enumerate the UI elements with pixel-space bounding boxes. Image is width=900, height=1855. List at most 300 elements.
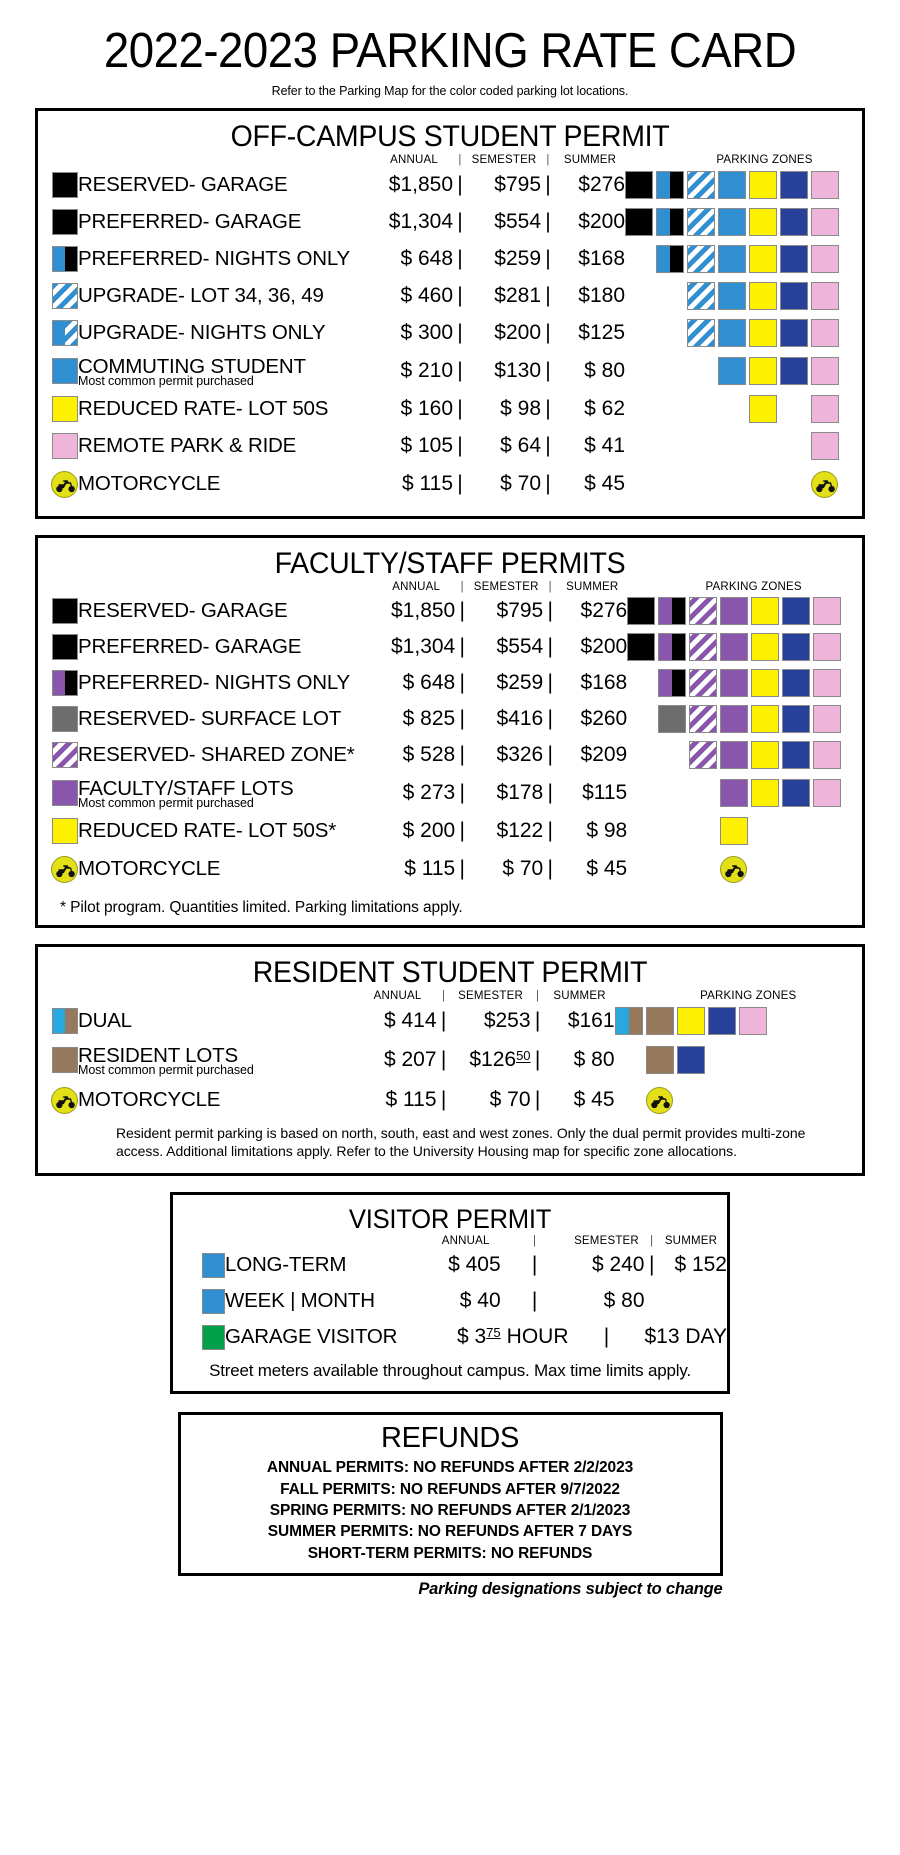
zone-swatch-empty bbox=[625, 395, 653, 423]
price-annual: $ 528 bbox=[402, 743, 456, 767]
col-divider: | bbox=[650, 1235, 654, 1248]
table-row bbox=[173, 1319, 727, 1355]
price-annual: $ 648 bbox=[400, 246, 454, 270]
price-annual: $ 414 bbox=[383, 1008, 437, 1032]
price-divider: | bbox=[545, 246, 551, 270]
price-annual: $ 115 bbox=[385, 1088, 437, 1112]
zone-swatches bbox=[625, 464, 862, 504]
zone-swatches bbox=[627, 665, 862, 701]
permit-swatch-black bbox=[52, 598, 78, 624]
zone-swatch-navy bbox=[780, 319, 808, 347]
permit-label bbox=[78, 351, 375, 391]
table-row bbox=[38, 351, 862, 391]
permit-label-text: RESIDENT LOTS bbox=[78, 1043, 238, 1067]
zone-swatches bbox=[627, 813, 862, 849]
zone-swatch-purple-stripe bbox=[689, 669, 717, 697]
zone-swatch-pink bbox=[811, 282, 839, 310]
col-divider: | bbox=[460, 581, 464, 594]
price-superscript: 75 bbox=[486, 1325, 501, 1341]
permit-label-sub: Most common permit purchased bbox=[78, 795, 254, 810]
refund-line: SHORT-TERM PERMITS: NO REFUNDS bbox=[307, 1544, 593, 1562]
zone-swatch-blue-black-split bbox=[656, 245, 684, 273]
zone-swatch-purple bbox=[720, 597, 748, 625]
price-semester: $ 70 bbox=[500, 472, 542, 496]
price-semester: $795 bbox=[494, 172, 542, 196]
price-annual: $1,850 bbox=[388, 172, 454, 196]
zone-swatch-yellow bbox=[751, 669, 779, 697]
price-annual: $1,850 bbox=[391, 599, 456, 623]
zone-swatch-empty bbox=[656, 319, 684, 347]
column-header-row bbox=[38, 581, 862, 593]
zone-swatch-navy bbox=[782, 741, 810, 769]
table-row bbox=[38, 593, 862, 629]
price-divider: | bbox=[459, 857, 465, 881]
permit-swatch-blue-brown-split bbox=[52, 1008, 78, 1034]
col-header-zones: PARKING ZONES bbox=[700, 990, 797, 1003]
column-header-row bbox=[38, 154, 862, 166]
zone-swatch-yellow bbox=[720, 817, 748, 845]
zone-swatch-empty bbox=[656, 357, 684, 385]
price-summer: $ 45 bbox=[586, 857, 628, 881]
price-divider: | bbox=[457, 472, 463, 496]
price-summer: $168 bbox=[580, 671, 628, 695]
permit-swatch-blue-black-split bbox=[52, 246, 78, 272]
zone-swatch-pink bbox=[811, 245, 839, 273]
permit-label: UPGRADE- NIGHTS ONLY bbox=[78, 320, 326, 344]
price-semester: $178 bbox=[496, 781, 544, 805]
zone-swatch-purple bbox=[720, 741, 748, 769]
zone-swatch-yellow bbox=[751, 705, 779, 733]
refund-line: SPRING PERMITS: NO REFUNDS AFTER 2/1/2023 bbox=[269, 1502, 631, 1519]
section-off-campus-student-permit bbox=[35, 108, 865, 519]
permit-label bbox=[78, 773, 377, 813]
col-header-annual: ANNUAL bbox=[441, 1235, 490, 1248]
zone-swatches bbox=[625, 166, 862, 203]
motorcycle-icon bbox=[51, 856, 78, 883]
price-summer: $125 bbox=[578, 320, 626, 344]
section-faculty-staff-permits bbox=[35, 535, 865, 928]
price-semester: $326 bbox=[496, 743, 544, 767]
zone-swatch-purple bbox=[720, 633, 748, 661]
price-summer: $ 45 bbox=[573, 1088, 615, 1112]
section-visitor-permit bbox=[170, 1192, 730, 1394]
zone-swatches bbox=[627, 849, 862, 889]
price-divider: | bbox=[547, 707, 553, 731]
table-row bbox=[38, 203, 862, 240]
table-row bbox=[38, 629, 862, 665]
table-row bbox=[38, 665, 862, 701]
permit-label-sub: Most common permit purchased bbox=[78, 1062, 254, 1077]
permit-label: PREFERRED- GARAGE bbox=[78, 209, 302, 233]
col-header-semester: SEMESTER bbox=[473, 581, 539, 594]
permit-label: RESERVED- SURFACE LOT bbox=[78, 707, 342, 731]
permit-swatch-yellow bbox=[52, 818, 78, 844]
column-header-row bbox=[38, 990, 862, 1002]
zone-swatch-navy bbox=[782, 705, 810, 733]
price-divider: | bbox=[457, 320, 463, 344]
section-title-refunds: REFUNDS bbox=[380, 1422, 520, 1455]
zone-swatch-navy bbox=[782, 597, 810, 625]
permit-swatch-brown bbox=[52, 1047, 78, 1073]
table-row bbox=[173, 1247, 727, 1283]
zone-swatch-pink bbox=[813, 633, 841, 661]
price-divider: | bbox=[547, 743, 553, 767]
zone-swatch-yellow bbox=[751, 741, 779, 769]
col-divider: | bbox=[548, 581, 552, 594]
page-subtitle: Refer to the Parking Map for the color coded parking lot locations. bbox=[271, 84, 629, 99]
zone-swatches bbox=[627, 701, 862, 737]
col-header-summer: SUMMER bbox=[553, 990, 606, 1003]
price-divider: | bbox=[545, 209, 551, 233]
zone-swatch-navy bbox=[677, 1046, 705, 1074]
zone-swatch-black bbox=[625, 171, 653, 199]
price-summer: $209 bbox=[580, 743, 628, 767]
price-semester: $795 bbox=[496, 599, 544, 623]
price-divider: | bbox=[457, 283, 463, 307]
permit-swatch-black bbox=[52, 209, 78, 235]
price-semester: $ 70 bbox=[489, 1088, 531, 1112]
permit-label: RESERVED- SHARED ZONE* bbox=[78, 743, 355, 767]
table-row bbox=[38, 737, 862, 773]
price-summer: $276 bbox=[578, 172, 626, 196]
motorcycle-zone-icon bbox=[811, 471, 838, 498]
permit-label: MOTORCYCLE bbox=[78, 472, 221, 496]
section-title-resident: RESIDENT STUDENT PERMIT bbox=[252, 956, 648, 990]
col-header-summer: SUMMER bbox=[664, 1235, 718, 1248]
price-divider: | bbox=[603, 1325, 610, 1349]
zone-swatch-pink bbox=[811, 208, 839, 236]
zone-swatch-blue bbox=[718, 171, 746, 199]
price-summer: $ 80 bbox=[573, 1048, 615, 1072]
col-header-semester: SEMESTER bbox=[574, 1235, 639, 1248]
table-row bbox=[38, 1002, 862, 1039]
zone-swatch-yellow bbox=[749, 319, 777, 347]
price-divider: | bbox=[457, 397, 463, 421]
price-annual: $ 200 bbox=[402, 819, 456, 843]
price-semester: $ 70 bbox=[502, 857, 544, 881]
price-divider: | bbox=[547, 819, 553, 843]
permit-label: GARAGE VISITOR bbox=[225, 1325, 398, 1349]
col-divider: | bbox=[458, 154, 462, 167]
price-semester: $ 80 bbox=[603, 1289, 645, 1313]
zone-swatch-yellow bbox=[749, 171, 777, 199]
table-row bbox=[38, 166, 862, 203]
zone-swatch-purple bbox=[720, 669, 748, 697]
zone-swatch-blue bbox=[718, 282, 746, 310]
zone-swatch-empty bbox=[625, 319, 653, 347]
zone-swatch-purple-stripe bbox=[689, 633, 717, 661]
zone-swatch-pink bbox=[811, 432, 839, 460]
table-row bbox=[38, 240, 862, 277]
col-header-zones: PARKING ZONES bbox=[705, 581, 802, 594]
permit-label: LONG-TERM bbox=[225, 1253, 347, 1277]
price-summer: $ 152 bbox=[674, 1253, 727, 1277]
zone-swatch-blue-black-split bbox=[656, 171, 684, 199]
price-semester: $259 bbox=[494, 246, 542, 270]
price-annual: $ 40 bbox=[459, 1289, 501, 1313]
price-summer: $180 bbox=[578, 283, 626, 307]
zone-swatch-yellow bbox=[677, 1007, 705, 1035]
price-annual: $ $3^{75}$ bbox=[456, 1325, 501, 1349]
permit-swatch-blue bbox=[52, 358, 78, 384]
zone-swatches bbox=[625, 427, 862, 464]
refund-line: SUMMER PERMITS: NO REFUNDS AFTER 7 DAYS bbox=[267, 1523, 633, 1541]
col-header-summer: SUMMER bbox=[563, 154, 617, 167]
table-row bbox=[38, 773, 862, 813]
permit-swatch-pink bbox=[52, 433, 78, 459]
price-divider: | bbox=[547, 671, 553, 695]
motorcycle-zone-icon bbox=[646, 1087, 673, 1114]
permit-label-sub: Most common permit purchased bbox=[78, 373, 254, 388]
price-summer: $276 bbox=[580, 599, 628, 623]
zone-swatch-empty bbox=[718, 395, 746, 423]
zone-swatch-pink bbox=[813, 741, 841, 769]
zone-swatch-empty bbox=[687, 395, 715, 423]
zone-swatch-empty bbox=[625, 282, 653, 310]
zone-swatch-blue-stripe bbox=[687, 208, 715, 236]
zone-swatch-navy bbox=[780, 282, 808, 310]
price-annual: $ 825 bbox=[402, 707, 456, 731]
zone-swatches bbox=[615, 1002, 862, 1039]
price-divider: | bbox=[457, 172, 463, 196]
resident-note: Resident permit parking is based on north, south, east and west zones. Only the dual permit provides multi-zone access. Additional limitations apply. Refer to the University Housing map for specific zone allocations. bbox=[116, 1125, 806, 1160]
price-annual: $ 300 bbox=[400, 320, 454, 344]
zone-swatches bbox=[615, 1039, 862, 1081]
price-semester: $122 bbox=[496, 819, 544, 843]
price-summer: $260 bbox=[580, 707, 628, 731]
price-semester: $ 64 bbox=[500, 433, 542, 457]
price-semester: $253 bbox=[483, 1008, 531, 1032]
zone-swatch-blue bbox=[718, 319, 746, 347]
permit-label: REDUCED RATE- LOT 50S* bbox=[78, 819, 336, 843]
col-divider: | bbox=[532, 1235, 537, 1248]
price-divider: | bbox=[440, 1048, 447, 1072]
zone-swatches bbox=[625, 351, 862, 391]
permit-swatch-purple-stripe bbox=[52, 742, 78, 768]
zone-swatch-yellow bbox=[751, 597, 779, 625]
price-semester: $554 bbox=[496, 635, 544, 659]
motorcycle-icon bbox=[51, 471, 78, 498]
col-header-annual: ANNUAL bbox=[390, 154, 438, 167]
zone-swatch-black bbox=[625, 208, 653, 236]
permit-label: RESERVED- GARAGE bbox=[78, 599, 288, 623]
zone-swatch-navy bbox=[780, 357, 808, 385]
zone-swatch-yellow bbox=[751, 779, 779, 807]
price-semester: $281 bbox=[494, 283, 542, 307]
price-summer: $161 bbox=[567, 1008, 615, 1032]
zone-swatch-blue bbox=[718, 208, 746, 236]
refund-line: ANNUAL PERMITS: NO REFUNDS AFTER 2/2/2023 bbox=[266, 1459, 634, 1477]
price-annual: $ 648 bbox=[402, 671, 456, 695]
price-annual: $ 210 bbox=[400, 359, 454, 383]
table-row bbox=[38, 701, 862, 737]
price-summer: $168 bbox=[578, 246, 626, 270]
zone-swatch-empty bbox=[780, 395, 808, 423]
price-annual: $ 105 bbox=[400, 433, 454, 457]
price-annual: $1,304 bbox=[391, 635, 456, 659]
col-header-summer: SUMMER bbox=[566, 581, 619, 594]
zone-swatch-navy bbox=[782, 779, 810, 807]
price-divider: | bbox=[534, 1088, 541, 1112]
section-title-off-campus: OFF-CAMPUS STUDENT PERMIT bbox=[230, 120, 670, 154]
table-row bbox=[38, 464, 862, 504]
price-divider: | bbox=[534, 1048, 541, 1072]
card-header bbox=[0, 0, 900, 98]
zone-swatch-purple-black-split bbox=[658, 633, 686, 661]
price-annual: $ 160 bbox=[400, 397, 454, 421]
zone-swatch-yellow bbox=[749, 245, 777, 273]
price-semester: $416 bbox=[496, 707, 544, 731]
permit-swatch-blue bbox=[202, 1289, 225, 1314]
motorcycle-zone-icon bbox=[720, 856, 747, 883]
price-divider: | bbox=[545, 172, 551, 196]
zone-swatch-pink bbox=[811, 319, 839, 347]
permit-label: DUAL bbox=[78, 1008, 132, 1032]
price-semester: $200 bbox=[494, 320, 542, 344]
price-divider: | bbox=[440, 1088, 447, 1112]
price-semester: $ 240 bbox=[591, 1253, 645, 1277]
price-divider: | bbox=[547, 781, 553, 805]
zone-swatch-navy bbox=[708, 1007, 736, 1035]
price-annual: $ 115 bbox=[402, 472, 454, 496]
price-summer: $200 bbox=[580, 635, 628, 659]
zone-swatch-empty bbox=[625, 357, 653, 385]
permit-label bbox=[78, 1039, 359, 1081]
price-divider: | bbox=[545, 359, 551, 383]
price-divider: | bbox=[459, 743, 465, 767]
price-divider: | bbox=[545, 397, 551, 421]
section-resident-student-permit bbox=[35, 944, 865, 1176]
visitor-rate-table bbox=[173, 1235, 727, 1355]
price-annual: $ 460 bbox=[400, 283, 454, 307]
zone-swatch-pink bbox=[813, 779, 841, 807]
price-annual: $ 273 bbox=[402, 781, 456, 805]
price-divider: | bbox=[534, 1008, 541, 1032]
zone-swatches bbox=[625, 314, 862, 351]
price-divider: | bbox=[545, 472, 551, 496]
refund-lines bbox=[181, 1455, 720, 1573]
zone-swatch-gray bbox=[658, 705, 686, 733]
price-divider: | bbox=[531, 1289, 538, 1313]
permit-swatch-black bbox=[52, 634, 78, 660]
off-campus-rate-table bbox=[38, 154, 862, 504]
permit-label: PREFERRED- GARAGE bbox=[78, 635, 302, 659]
zone-swatch-pink bbox=[739, 1007, 767, 1035]
price-unit-hour: HOUR bbox=[506, 1325, 569, 1349]
price-divider: | bbox=[457, 246, 463, 270]
zone-swatch-purple bbox=[720, 779, 748, 807]
resident-rate-table bbox=[38, 990, 862, 1119]
zone-swatches bbox=[625, 203, 862, 240]
permit-swatch-blue-stripe-split bbox=[52, 320, 78, 346]
visitor-note: Street meters available throughout campus. Max time limits apply. bbox=[209, 1361, 691, 1381]
zone-swatch-yellow bbox=[751, 633, 779, 661]
price-divider: | bbox=[459, 635, 465, 659]
price-summer: $ 98 bbox=[586, 819, 628, 843]
zone-swatch-blue bbox=[718, 357, 746, 385]
zone-swatches bbox=[625, 391, 862, 427]
zone-swatch-navy bbox=[780, 245, 808, 273]
permit-label: REMOTE PARK & RIDE bbox=[78, 433, 297, 457]
disclaimer: Parking designations subject to change bbox=[418, 1580, 723, 1599]
zone-swatches bbox=[625, 240, 862, 277]
permit-label-text: FACULTY/STAFF LOTS bbox=[78, 776, 294, 800]
col-header-annual: ANNUAL bbox=[392, 581, 441, 594]
price-divider: | bbox=[459, 781, 465, 805]
table-row bbox=[173, 1283, 727, 1319]
table-row bbox=[38, 277, 862, 314]
price-divider: | bbox=[459, 819, 465, 843]
price-summer: $115 bbox=[582, 781, 628, 805]
zone-swatch-navy bbox=[782, 633, 810, 661]
motorcycle-icon bbox=[51, 1087, 78, 1114]
price-annual: $ 207 bbox=[383, 1048, 437, 1072]
faculty-staff-footnote: * Pilot program. Quantities limited. Parking limitations apply. bbox=[60, 899, 463, 917]
zone-swatches bbox=[627, 737, 862, 773]
zone-swatch-yellow bbox=[749, 208, 777, 236]
col-divider: | bbox=[546, 154, 550, 167]
permit-label: UPGRADE- LOT 34, 36, 49 bbox=[78, 283, 324, 307]
zone-swatch-pink bbox=[813, 669, 841, 697]
permit-label: REDUCED RATE- LOT 50S bbox=[78, 397, 329, 421]
page-title: 2022-2023 PARKING RATE CARD bbox=[103, 24, 797, 78]
zone-swatch-pink bbox=[811, 357, 839, 385]
price-divider: | bbox=[457, 433, 463, 457]
zone-swatches bbox=[615, 1081, 862, 1119]
price-summer: $ 62 bbox=[584, 397, 626, 421]
table-row bbox=[38, 1081, 862, 1119]
price-divider: | bbox=[531, 1253, 538, 1277]
col-header-semester: SEMESTER bbox=[458, 990, 523, 1003]
price-superscript: 50 bbox=[516, 1048, 531, 1064]
price-semester: $554 bbox=[494, 209, 542, 233]
zone-swatch-purple-stripe bbox=[689, 705, 717, 733]
zone-swatches bbox=[627, 773, 862, 813]
zone-swatch-brown bbox=[646, 1007, 674, 1035]
col-divider: | bbox=[441, 990, 446, 1003]
price-divider: | bbox=[459, 599, 465, 623]
zone-swatch-brown bbox=[646, 1046, 674, 1074]
col-header-semester: SEMESTER bbox=[471, 154, 537, 167]
permit-swatch-black bbox=[52, 172, 78, 198]
price-semester: $\$126^{50}$ bbox=[469, 1048, 531, 1072]
zone-swatch-blue-black-split bbox=[656, 208, 684, 236]
section-title-visitor: VISITOR PERMIT bbox=[348, 1204, 552, 1235]
zone-swatch-black bbox=[627, 633, 655, 661]
zone-swatch-empty bbox=[656, 395, 684, 423]
zone-swatch-navy bbox=[782, 669, 810, 697]
zone-swatch-pink bbox=[811, 395, 839, 423]
permit-swatch-purple bbox=[52, 780, 78, 806]
zone-swatch-yellow bbox=[749, 357, 777, 385]
section-title-faculty-staff: FACULTY/STAFF PERMITS bbox=[274, 547, 626, 581]
price-summer: $200 bbox=[578, 209, 626, 233]
zone-swatch-blue-stripe bbox=[687, 282, 715, 310]
price-semester: $259 bbox=[496, 671, 544, 695]
table-row bbox=[38, 1039, 862, 1081]
table-row bbox=[38, 391, 862, 427]
permit-label: PREFERRED- NIGHTS ONLY bbox=[78, 671, 350, 695]
price-divider: | bbox=[648, 1253, 655, 1277]
permit-label: MOTORCYCLE bbox=[78, 857, 221, 881]
permit-label: PREFERRED- NIGHTS ONLY bbox=[78, 246, 350, 270]
zone-swatch-empty bbox=[656, 282, 684, 310]
price-summer: $ 80 bbox=[584, 359, 626, 383]
zone-swatch-blue-stripe bbox=[687, 245, 715, 273]
price-divider: | bbox=[547, 635, 553, 659]
table-row bbox=[38, 314, 862, 351]
refund-line: FALL PERMITS: NO REFUNDS AFTER 9/7/2022 bbox=[280, 1480, 620, 1498]
